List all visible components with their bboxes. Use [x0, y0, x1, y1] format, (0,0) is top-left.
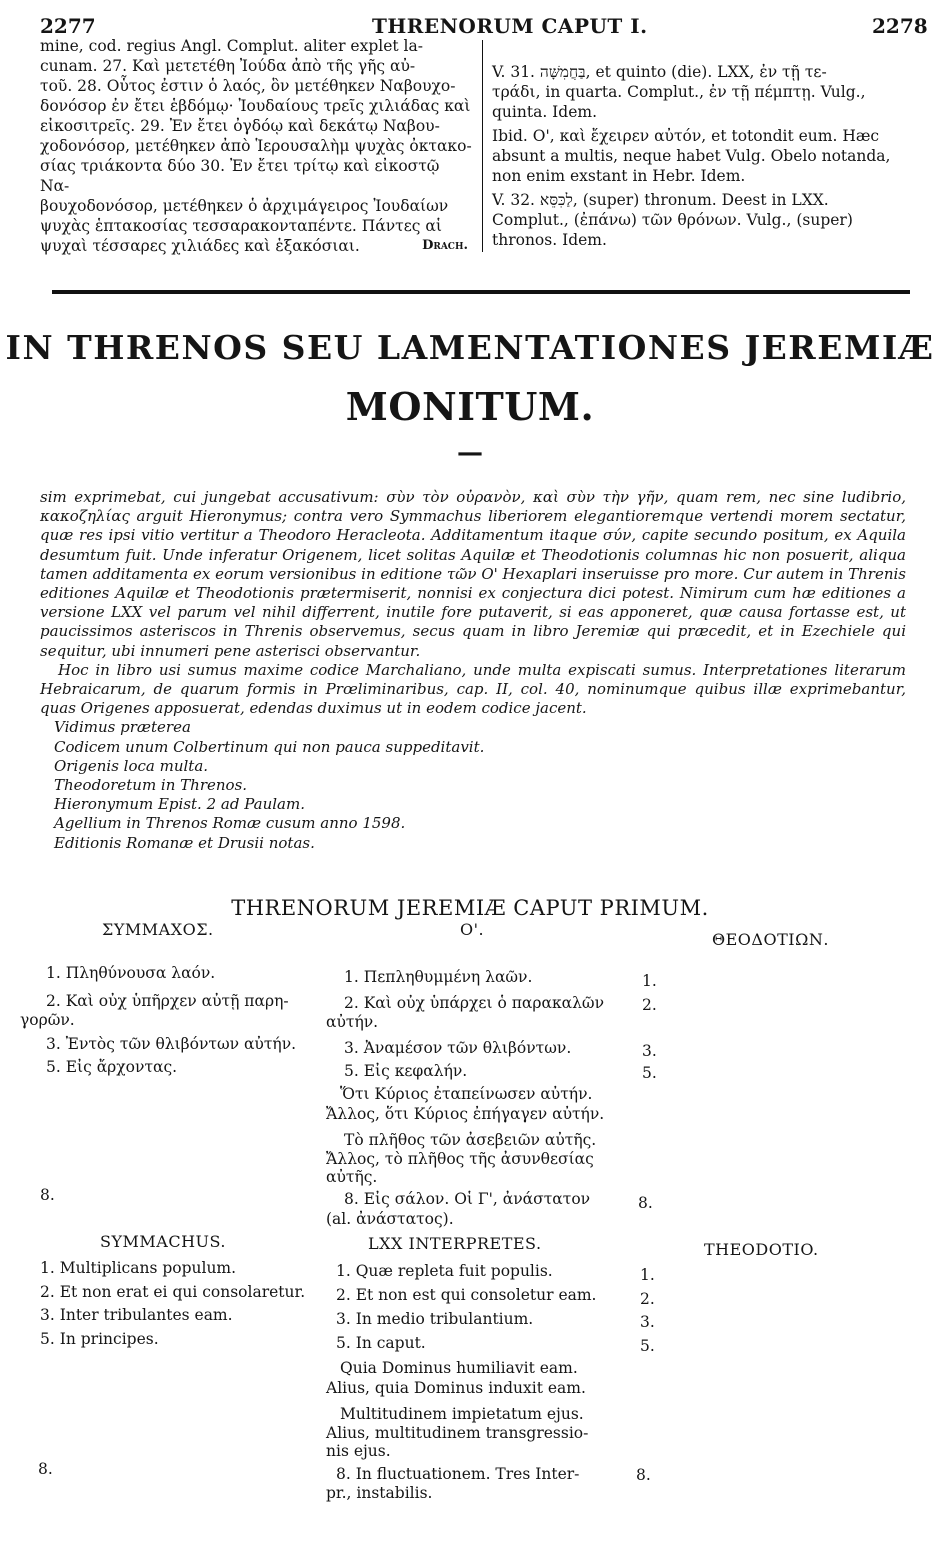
column-divider: [482, 40, 483, 252]
note-line: χοδονόσορ, μετέθηκεν ἀπὸ Ἱερουσαλὴμ ψυχὰς ὀκτακο-: [40, 137, 472, 155]
verse-line: 2. Et non est qui consoletur eam.: [336, 1286, 597, 1304]
top-notes-right: [492, 62, 912, 250]
verse-line: 2. Et non erat ei qui consolaretur.: [40, 1283, 306, 1301]
verse-line: (al. ἀνάστατος).: [326, 1210, 454, 1228]
note-line-text: ψυχαὶ τέσσαρες χιλιάδες καὶ ἑξακόσιαι.: [40, 237, 360, 255]
verse-line: 5. Εἰς ἄρχοντας.: [46, 1058, 178, 1076]
verse-line: 2. Καὶ οὐχ ὑπάρχει ὁ παρακαλῶν: [344, 994, 604, 1012]
header-theodotion-greek: ΘΕΟΔΟΤΙΩΝ.: [712, 930, 829, 949]
header-symmachus-greek: ΣΥΜΜΑΧΟΣ.: [102, 920, 214, 939]
note-line: Complut., (ἐπάνω) τῶν θρόνων. Vulg., (super): [492, 211, 853, 229]
verse-line: 1. Multiplicans populum.: [40, 1259, 237, 1277]
note-line: non enim exstant in Hebr. Idem.: [492, 167, 746, 185]
verse-line: Alius, quia Dominus induxit eam.: [326, 1379, 586, 1397]
verse-line: 8. Εἰς σάλον. Οἱ Γ', ἀνάστατον: [344, 1190, 591, 1208]
note-line: V. 32. לַכִּסֵּא, (super) thronum. Deest in LXX.: [492, 191, 829, 209]
verse-number: 5.: [640, 1337, 655, 1355]
verse-line: Ἄλλος, τὸ πλῆθος τῆς ἀσυνθεσίας: [326, 1150, 594, 1168]
verse-line: 1. Quæ repleta fuit populis.: [336, 1262, 553, 1280]
verse-line: nis ejus.: [326, 1442, 391, 1460]
list-item: Editionis Romanæ et Drusii notas.: [54, 833, 315, 852]
running-title: THRENORUM CAPUT I.: [372, 14, 648, 38]
verse-line: 3. Ἐντὸς τῶν θλιβόντων αὐτήν.: [46, 1035, 297, 1053]
verse-line: γορῶν.: [20, 1011, 75, 1029]
book-title: IN THRENOS SEU LAMENTATIONES JEREMIÆ: [5, 328, 935, 367]
note-line: cunam. 27. Καὶ μετετέθη Ἰούδα ἀπὸ τῆς γῆς αὐ-: [40, 57, 416, 75]
list-item: Origenis loca multa.: [54, 756, 209, 775]
verse-line: 8.: [38, 1460, 53, 1478]
chapter-title: THRENORUM JEREMIÆ CAPUT PRIMUM.: [231, 896, 709, 920]
note-line: βουχοδονόσορ, μετέθηκεν ὁ ἀρχιμάγειρος Ἰουδαίων: [40, 197, 449, 215]
verse-number: 5.: [642, 1064, 657, 1082]
title-dash: —: [457, 438, 483, 468]
note-signature: Drach.: [422, 238, 468, 253]
header-lxx-greek: Ο'.: [460, 920, 485, 939]
monitum-paragraph: Hoc in libro usi sumus maxime codice Marchaliano, unde multa expiscati sumus. Interpretationes literarum Hebraicarum, de quarum formis in Prœliminaribus, cap. II, col. 40, nominumque quibus illæ exprimebantur, quas Origenes apposuerat, edendas duximus ut in eodem codice jacent.: [40, 660, 906, 718]
verse-line: Ὅτι Κύριος ἐταπείνωσεν αὐτήν.: [340, 1085, 593, 1103]
monitum-heading: MONITUM.: [345, 384, 595, 429]
note-line: ψυχὰς ἑπτακοσίας τεσσαρακονταπέντε. Πάντες αἱ: [40, 217, 442, 235]
note-line: σίας τριάκοντα δύο 30. Ἐν ἔτει τρίτῳ καὶ εἰκοστῷ Να-: [40, 157, 440, 195]
verse-number: 1.: [640, 1266, 655, 1284]
monitum-body: [40, 488, 906, 853]
note-line: quinta. Idem.: [492, 103, 598, 121]
verse-line: 3. Inter tribulantes eam.: [40, 1306, 233, 1324]
header-symmachus-latin: SYMMACHUS.: [100, 1232, 226, 1251]
verse-line: 1. Πεπληθυμμένη λαῶν.: [344, 968, 533, 986]
note-line: mine, cod. regius Angl. Complut. aliter explet la-: [40, 37, 423, 55]
verse-line: Ἄλλος, ὅτι Κύριος ἐπήγαγεν αὐτήν.: [326, 1105, 605, 1123]
note-line: thronos. Idem.: [492, 231, 607, 249]
verse-line: 2. Καὶ οὐχ ὑπῆρχεν αὐτῇ παρη-: [46, 992, 289, 1010]
verse-number: 3.: [640, 1313, 655, 1331]
note-line: τράδι, in quarta. Complut., ἐν τῇ πέμπτῃ. Vulg.,: [492, 83, 866, 101]
verse-number: 8.: [638, 1194, 653, 1212]
note-line: V. 31. בַּחֲמִשָּׁה, et quinto (die). LXX, ἐν τῇ τε-: [492, 63, 827, 81]
header-lxx-latin: LXX INTERPRETES.: [368, 1234, 542, 1253]
note-line: δονόσορ ἐν ἔτει ἑβδόμῳ· Ἰουδαίους τρεῖς χιλιάδας καὶ: [40, 97, 471, 115]
verse-line: 5. Εἰς κεφαλήν.: [344, 1062, 468, 1080]
note-line: εἰκοσιτρεῖς. 29. Ἐν ἔτει ὀγδόῳ καὶ δεκάτῳ Ναβου-: [40, 117, 440, 135]
note-line: absunt a multis, neque habet Vulg. Obelo notanda,: [492, 147, 891, 165]
verse-line: 5. In caput.: [336, 1334, 426, 1352]
verse-number: 2.: [640, 1290, 655, 1308]
list-item: Theodoretum in Threnos.: [54, 776, 248, 795]
verse-line: αὐτῆς.: [326, 1168, 378, 1186]
verse-number: 2.: [642, 996, 657, 1014]
note-line: [40, 236, 472, 256]
list-item: Agellium in Threnos Romæ cusum anno 1598.: [54, 814, 406, 833]
verse-line: 3. In medio tribulantium.: [336, 1310, 534, 1328]
note-line: τοῦ. 28. Οὗτος ἐστιν ὁ λαός, ὃν μετέθηκεν Ναβουχο-: [40, 77, 456, 95]
verse-line: 1. Πληθύνουσα λαόν.: [46, 964, 216, 982]
list-item: Codicem unum Colbertinum qui non pauca suppeditavit.: [54, 737, 485, 756]
sources-list: [40, 718, 906, 852]
verse-line: Alius, multitudinem transgressio-: [326, 1424, 589, 1442]
section-rule: [52, 290, 910, 294]
verse-line: Multitudinem impietatum ejus.: [340, 1405, 584, 1423]
page-number-right: 2278: [872, 14, 928, 38]
verse-number: 1.: [642, 972, 657, 990]
verse-line: αὐτήν.: [326, 1013, 379, 1031]
verse-line: 8.: [40, 1186, 55, 1204]
verse-number: 8.: [636, 1466, 651, 1484]
verse-line: 8. In fluctuationem. Tres Inter-: [336, 1465, 580, 1483]
verse-line: 5. In principes.: [40, 1330, 159, 1348]
monitum-paragraph: sim exprimebat, cui jungebat accusativum: σὺν τὸν οὐρανὸν, καὶ σὺν τὴν γῆν, quam rem, nec sine ludibrio, κακοζηλίας arguit Hieronymus; contra vero Symmachus liberiorem elegantioremque vertendi morem sectatur, quæ res ipsi vitio vertitur a Theodoro Heracleota. Additamentum itaque σύν, capite secundo positum, ex Aquila desumtum fuit. Unde inferatur Origenem, licet solitas Aquilæ et Theodotionis columnas hic non posuerit, aliqua tamen additamenta ex eorum versionibus in editione τῶν Ο' Hexaplari inseruisse pro more. Cur autem in Threnis editiones Aquilæ et Theodotionis prætermiserit, nonnisi ex conjectura dici potest. Nimirum cum hæ editiones a versione LXX vel parum vel nihil differrent, inutile fore putaverit, si eas apponeret, quæ causa fortasse est, ut paucissimos asteriscos in Threnis observemus, secus quam in libro Jeremiæ qui præcedit, et in Ezechiele qui sequitur, ubi innumeri pene asterisci observantur.: [40, 488, 906, 660]
verse-number: 3.: [642, 1042, 657, 1060]
page-number-left: 2277: [40, 14, 96, 38]
verse-line: Τὸ πλῆθος τῶν ἀσεβειῶν αὐτῆς.: [344, 1131, 597, 1149]
verse-line: pr., instabilis.: [326, 1484, 433, 1502]
verse-line: Quia Dominus humiliavit eam.: [340, 1359, 578, 1377]
header-theodotion-latin: THEODOTIO.: [704, 1240, 819, 1259]
verse-line: 3. Ἀναμέσον τῶν θλιβόντων.: [344, 1039, 572, 1057]
list-item: Hieronymum Epist. 2 ad Paulam.: [54, 795, 305, 814]
top-notes-left: [40, 36, 472, 256]
note-line: Ibid. Ο', καὶ ἔχειρεν αὐτόν, et totondit eum. Hæc: [492, 127, 880, 145]
list-item: Vidimus præterea: [54, 718, 191, 737]
